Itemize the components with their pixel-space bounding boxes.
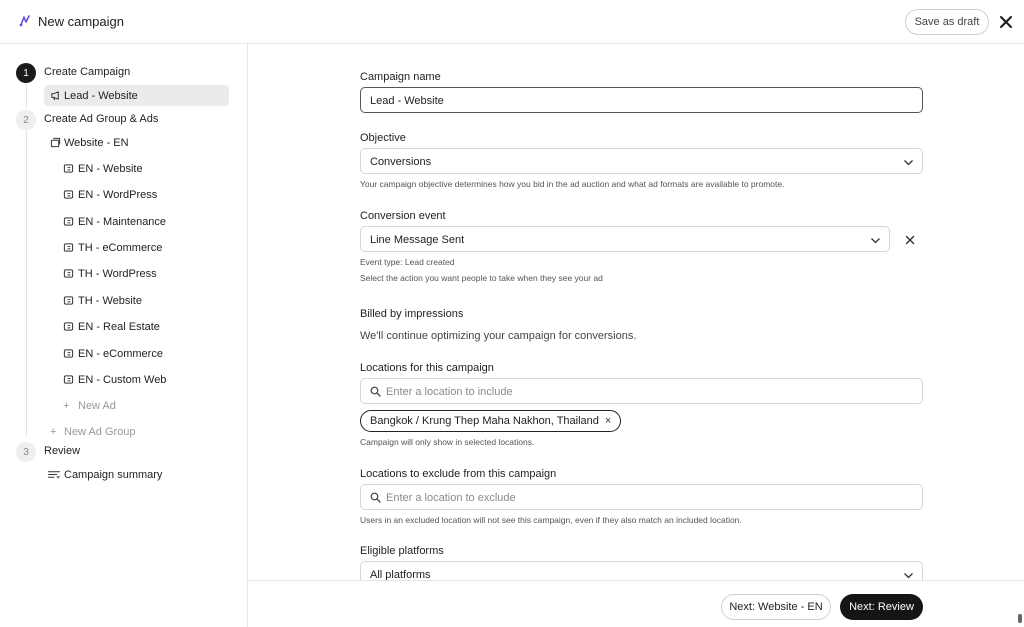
sidebar-item-ad[interactable]: EN - eCommerce bbox=[78, 348, 163, 360]
ad-icon bbox=[63, 321, 74, 332]
ad-icon bbox=[63, 268, 74, 279]
scrollbar-thumb[interactable] bbox=[1018, 614, 1022, 623]
ad-icon bbox=[63, 189, 74, 200]
billed-by-title: Billed by impressions bbox=[360, 308, 464, 320]
campaign-form bbox=[249, 44, 1024, 580]
sidebar-item-ad[interactable]: EN - Website bbox=[78, 163, 143, 175]
chevron-down-icon bbox=[903, 157, 914, 168]
step-3-badge: 3 bbox=[16, 442, 36, 462]
sidebar-item-ad[interactable]: TH - eCommerce bbox=[78, 242, 163, 254]
next-review-button[interactable]: Next: Review bbox=[840, 594, 923, 620]
search-icon bbox=[370, 492, 381, 503]
save-as-draft-button[interactable]: Save as draft bbox=[905, 9, 989, 35]
locations-help-text: Campaign will only show in selected locations. bbox=[360, 437, 535, 447]
ad-icon bbox=[63, 242, 74, 253]
locations-label: Locations for this campaign bbox=[360, 362, 494, 374]
location-include-input[interactable] bbox=[360, 378, 923, 404]
plus-icon: + bbox=[63, 400, 70, 412]
chevron-down-icon bbox=[870, 235, 881, 246]
ad-icon bbox=[63, 216, 74, 227]
close-icon bbox=[999, 15, 1013, 29]
campaign-name-label: Campaign name bbox=[360, 71, 441, 83]
platforms-label: Eligible platforms bbox=[360, 545, 444, 557]
close-icon bbox=[905, 235, 915, 245]
sidebar-item-ad[interactable]: EN - Custom Web bbox=[78, 374, 167, 386]
step-review[interactable]: Review bbox=[44, 445, 81, 457]
chevron-down-icon bbox=[903, 570, 914, 580]
brand-logo-icon bbox=[17, 13, 33, 29]
step-1-badge: 1 bbox=[16, 63, 36, 83]
conversion-event-select[interactable] bbox=[360, 226, 890, 252]
top-bar bbox=[0, 0, 1024, 44]
objective-help-text: Your campaign objective determines how you bid in the ad auction and what ad formats are available to promote. bbox=[360, 179, 785, 189]
objective-label: Objective bbox=[360, 132, 406, 144]
ad-icon bbox=[63, 163, 74, 174]
new-ad-button[interactable]: New Ad bbox=[78, 400, 116, 412]
new-ad-group-button[interactable]: New Ad Group bbox=[64, 426, 136, 438]
location-include-placeholder: Enter a location to include bbox=[386, 386, 513, 398]
campaign-name-value: Lead - Website bbox=[370, 95, 444, 107]
sidebar-item-ad[interactable]: EN - Maintenance bbox=[78, 216, 167, 228]
step-create-ad-group[interactable]: Create Ad Group & Ads bbox=[44, 113, 159, 125]
objective-select[interactable] bbox=[360, 148, 923, 174]
step-2-badge: 2 bbox=[16, 110, 36, 130]
sidebar-item-ad[interactable]: TH - Website bbox=[78, 295, 142, 307]
tree-connector bbox=[26, 129, 27, 437]
plus-icon: + bbox=[50, 426, 57, 438]
location-exclude-placeholder: Enter a location to exclude bbox=[386, 492, 516, 504]
sidebar-item-campaign[interactable]: Lead - Website bbox=[64, 90, 138, 102]
footer-bar bbox=[249, 580, 1024, 627]
next-ad-group-button[interactable]: Next: Website - EN bbox=[721, 594, 831, 620]
summary-list-icon bbox=[47, 469, 61, 480]
sidebar-item-ad-group[interactable]: Website - EN bbox=[64, 137, 129, 149]
ad-group-icon bbox=[50, 137, 61, 148]
exclude-help-text: Users in an excluded location will not see this campaign, even if they also match an included location. bbox=[360, 515, 742, 525]
conversion-event-value: Line Message Sent bbox=[370, 234, 465, 246]
close-button[interactable] bbox=[996, 12, 1016, 32]
platforms-value: All platforms bbox=[370, 569, 431, 580]
sidebar-item-ad[interactable]: TH - WordPress bbox=[78, 268, 157, 280]
ad-icon bbox=[63, 295, 74, 306]
search-icon bbox=[370, 386, 381, 397]
step-create-campaign[interactable]: Create Campaign bbox=[44, 66, 131, 78]
conversion-help-text: Select the action you want people to take when they see your ad bbox=[360, 273, 603, 283]
campaign-name-input[interactable] bbox=[360, 87, 923, 113]
location-chip[interactable] bbox=[360, 410, 621, 432]
megaphone-icon bbox=[50, 90, 61, 101]
sidebar-item-campaign-summary[interactable]: Campaign summary bbox=[64, 469, 163, 481]
exclude-locations-label: Locations to exclude from this campaign bbox=[360, 468, 557, 480]
clear-conversion-button[interactable] bbox=[903, 233, 917, 247]
location-exclude-input[interactable] bbox=[360, 484, 923, 510]
ad-icon bbox=[63, 348, 74, 359]
sidebar bbox=[0, 44, 248, 627]
ad-icon bbox=[63, 374, 74, 385]
conversion-event-label: Conversion event bbox=[360, 210, 446, 222]
location-chip-label: Bangkok / Krung Thep Maha Nakhon, Thailand bbox=[370, 415, 599, 427]
billed-by-text: We'll continue optimizing your campaign for conversions. bbox=[360, 330, 637, 342]
sidebar-item-ad[interactable]: EN - WordPress bbox=[78, 189, 158, 201]
platforms-select[interactable] bbox=[360, 561, 923, 580]
sidebar-item-ad[interactable]: EN - Real Estate bbox=[78, 321, 160, 333]
page-title: New campaign bbox=[38, 14, 124, 29]
event-type-text: Event type: Lead created bbox=[360, 257, 455, 267]
remove-chip-icon[interactable]: × bbox=[604, 415, 612, 427]
objective-value: Conversions bbox=[370, 156, 432, 168]
tree-connector bbox=[26, 84, 27, 108]
